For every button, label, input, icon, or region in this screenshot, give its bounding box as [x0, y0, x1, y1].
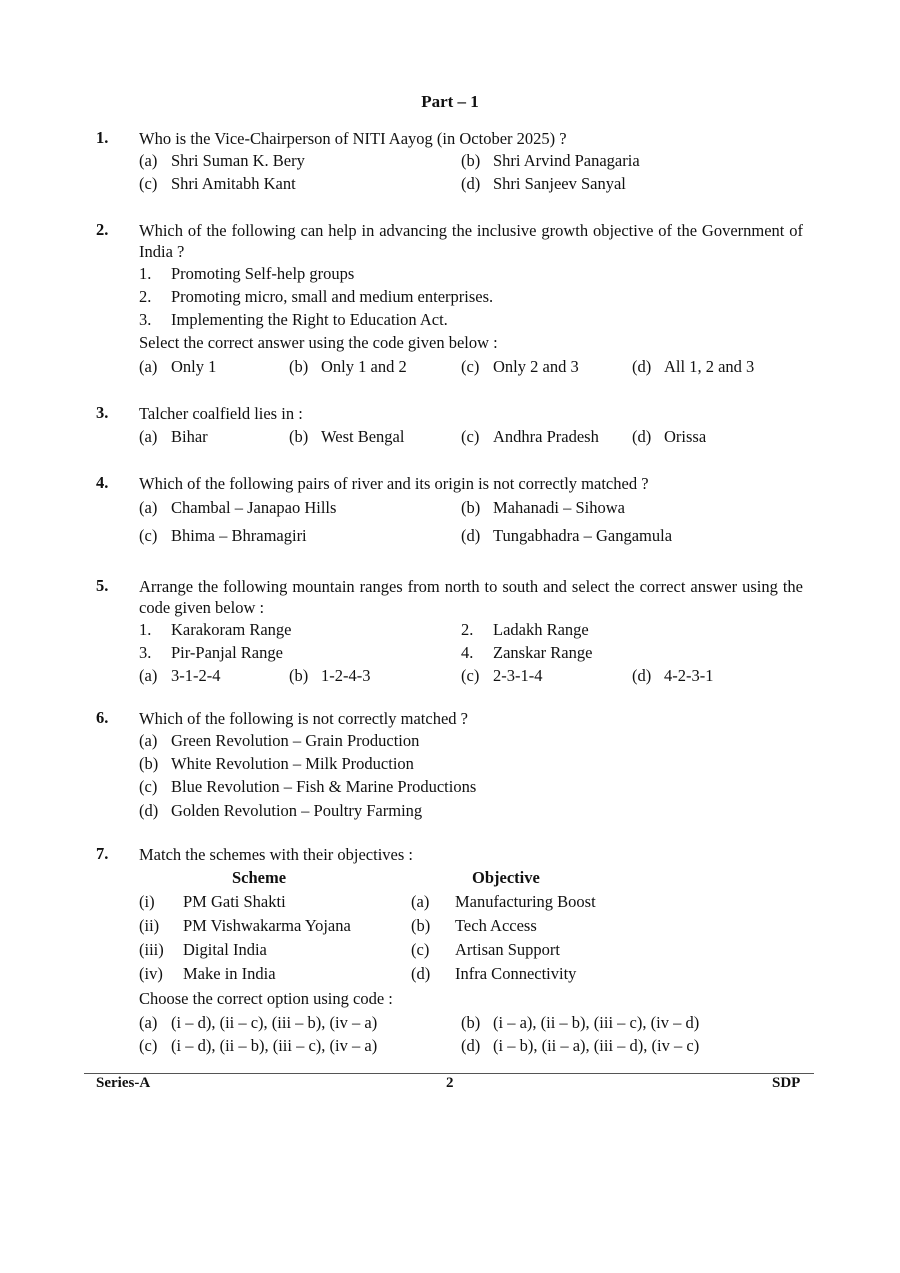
- footer-divider: [84, 1073, 814, 1074]
- option-b: (b) (i – a), (ii – b), (iii – c), (iv – d): [461, 1013, 700, 1032]
- option-a: (a) Only 1: [139, 357, 217, 376]
- table-row: (iv) Make in India: [139, 964, 276, 983]
- statement-1: 1. Karakoram Range: [139, 620, 292, 639]
- page-title: Part – 1: [421, 92, 479, 111]
- table-row: (a) Manufacturing Boost: [411, 892, 596, 911]
- question-text: Who is the Vice-Chairperson of NITI Aayog (in October 2025) ?: [139, 129, 567, 148]
- table-row: (ii) PM Vishwakarma Yojana: [139, 916, 351, 935]
- statement-1: 1. Promoting Self-help groups: [139, 264, 355, 283]
- table-row: (b) Tech Access: [411, 916, 537, 935]
- question-number: 4.: [96, 473, 109, 492]
- option-b: (b) White Revolution – Milk Production: [139, 754, 414, 773]
- option-a: (a) Shri Suman K. Bery: [139, 151, 305, 170]
- table-row: (iii) Digital India: [139, 940, 267, 959]
- option-b: (b) Only 1 and 2: [289, 357, 407, 376]
- statement-4: 4. Zanskar Range: [461, 643, 593, 662]
- footer-page-number: 2: [446, 1075, 454, 1091]
- statement-2: 2. Promoting micro, small and medium enterprises.: [139, 287, 494, 306]
- footer-series: Series-A: [96, 1075, 151, 1091]
- option-c: (c) Andhra Pradesh: [461, 427, 599, 446]
- option-b: (b) Mahanadi – Sihowa: [461, 498, 625, 517]
- option-c: (c) Bhima – Bhramagiri: [139, 526, 307, 545]
- question-number: 3.: [96, 403, 109, 422]
- option-a: (a) 3-1-2-4: [139, 666, 221, 685]
- statement-3: 3. Pir-Panjal Range: [139, 643, 283, 662]
- question-number: 7.: [96, 844, 109, 863]
- footer-code: SDP: [772, 1075, 801, 1091]
- option-d: (d) Shri Sanjeev Sanyal: [461, 174, 626, 193]
- question-text: Which of the following is not correctly matched ?: [139, 709, 468, 728]
- statement-3: 3. Implementing the Right to Education Act.: [139, 310, 448, 329]
- option-d: (d) Golden Revolution – Poultry Farming: [139, 801, 423, 820]
- option-d: (d) Tungabhadra – Gangamula: [461, 526, 673, 545]
- question-number: 6.: [96, 708, 109, 727]
- option-b: (b) West Bengal: [289, 427, 405, 446]
- column-header-scheme: Scheme: [232, 868, 287, 887]
- instruction: Choose the correct option using code :: [139, 989, 393, 1008]
- question-text: Which of the following can help in advancing the inclusive growth objective of the Government of India ?: [139, 221, 803, 261]
- statement-2: 2. Ladakh Range: [461, 620, 589, 639]
- option-a: (a) Bihar: [139, 427, 208, 446]
- table-row: (i) PM Gati Shakti: [139, 892, 286, 911]
- option-b: (b) 1-2-4-3: [289, 666, 371, 685]
- question-text: Talcher coalfield lies in :: [139, 404, 303, 423]
- option-c: (c) 2-3-1-4: [461, 666, 543, 685]
- question-text: Arrange the following mountain ranges from north to south and select the correct answer using the code given below :: [139, 577, 803, 617]
- option-c: (c) (i – d), (ii – b), (iii – c), (iv – a): [139, 1036, 378, 1055]
- option-c: (c) Only 2 and 3: [461, 357, 579, 376]
- question-number: 2.: [96, 220, 109, 239]
- question-text: Match the schemes with their objectives :: [139, 845, 414, 864]
- instruction: Select the correct answer using the code given below :: [139, 333, 498, 352]
- option-d: (d) 4-2-3-1: [632, 666, 714, 685]
- question-text: Which of the following pairs of river and its origin is not correctly matched ?: [139, 474, 649, 493]
- column-header-objective: Objective: [472, 868, 540, 887]
- table-row: (c) Artisan Support: [411, 940, 560, 959]
- option-a: (a) (i – d), (ii – c), (iii – b), (iv – a): [139, 1013, 378, 1032]
- option-a: (a) Chambal – Janapao Hills: [139, 498, 337, 517]
- question-number: 1.: [96, 128, 109, 147]
- option-a: (a) Green Revolution – Grain Production: [139, 731, 420, 750]
- option-c: (c) Blue Revolution – Fish & Marine Productions: [139, 777, 477, 796]
- table-row: (d) Infra Connectivity: [411, 964, 577, 983]
- option-d: (d) (i – b), (ii – a), (iii – d), (iv – c): [461, 1036, 700, 1055]
- option-c: (c) Shri Amitabh Kant: [139, 174, 296, 193]
- option-b: (b) Shri Arvind Panagaria: [461, 151, 640, 170]
- option-d: (d) Orissa: [632, 427, 707, 446]
- question-number: 5.: [96, 576, 109, 595]
- option-d: (d) All 1, 2 and 3: [632, 357, 755, 376]
